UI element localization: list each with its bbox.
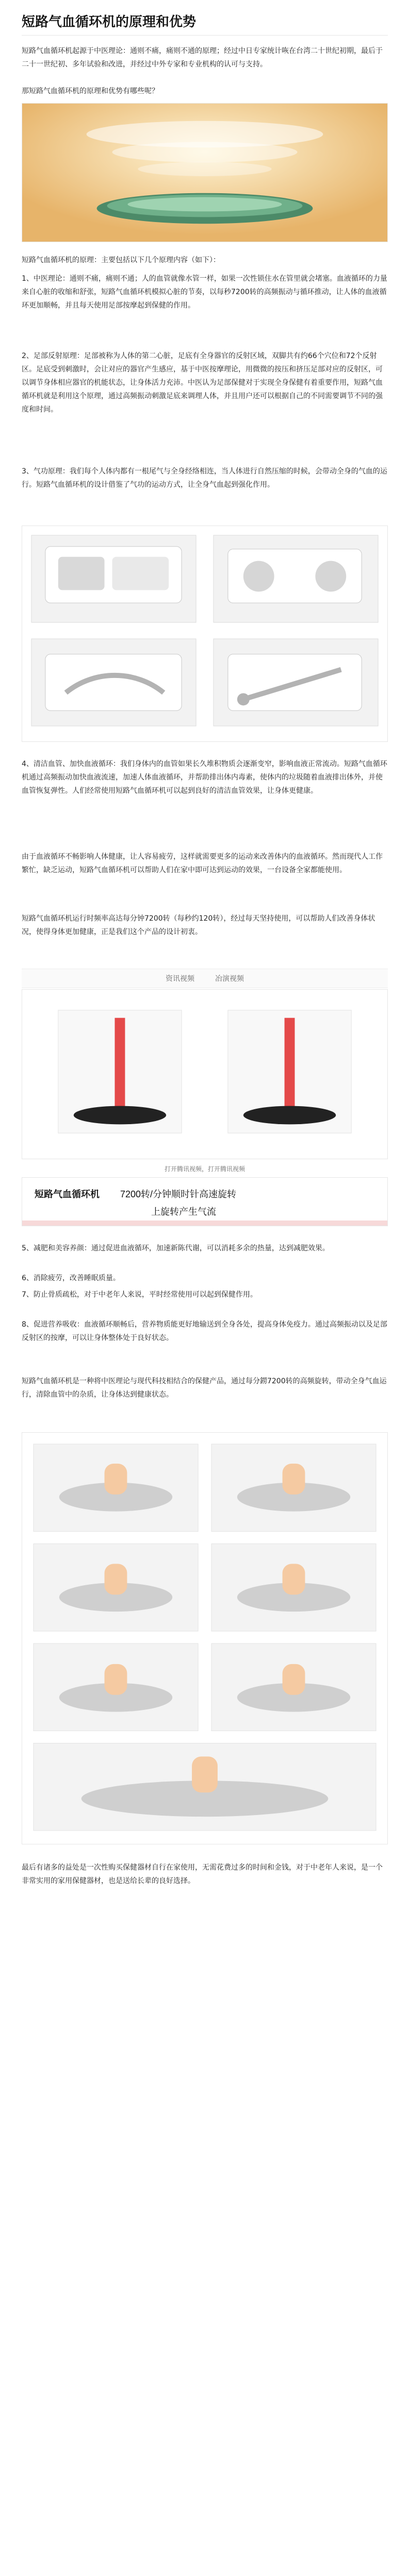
page-title: 短路气血循环机的原理和优势 bbox=[22, 14, 197, 30]
benefit-6: 6、消除疲劳，改善睡眠质量。 bbox=[22, 1274, 120, 1282]
banner-line2: 上旋转产生气流 bbox=[151, 1207, 216, 1217]
collage-illustration bbox=[22, 526, 387, 741]
banner-brand: 短路气血循环机 bbox=[35, 1189, 100, 1199]
principle-1: 1、中医理论：通则不痛，痛则不通；人的血管就像水管一样，如果一次性锁住水在管里就会堵塞。血液循环的力量来自心脏的收缩和舒张，短路气血循环机模拟心脏的节奏，以每秒7200转的高频振动与循环推动，让人体的血液循环更加顺畅，并且每天使用足部按摩起到保健的作用。 bbox=[22, 275, 387, 310]
video-illustration bbox=[22, 990, 387, 1159]
video-source-bar bbox=[22, 969, 388, 988]
section-intro: 短路气血循环机的原理：主要包括以下几个原理内容（如下）： bbox=[22, 256, 220, 264]
principle-3: 3、气功原理：我们每个人体内都有一根尾气与全身经络相连，当人体进行自然压缩的时候，会带动全身的气血的运行。短路气血循环机的设计借鉴了气功的运动方式，让全身气血起到强化作用。 bbox=[22, 467, 387, 489]
benefit-8: 8、促进营养吸收：血液循环顺畅后，营养物质能更好地输送到全身各处，提高身体免疫力。通过高频振动以及足部反射区的按摩，可以让身体整体处于良好状态。 bbox=[22, 1320, 387, 1342]
video-source-left: 资讯视频 bbox=[166, 975, 194, 983]
benefit-8-detail: 短路气血循环机是一种将中医理论与现代科技相结合的保健产品，通过每分鐒7200转的高频旋转，带动全身气血运行，清除血管中的杂质，让身体达到健康状态。 bbox=[22, 1377, 387, 1399]
usage-illustration bbox=[22, 1433, 387, 1844]
intro-paragraph: 短路气血循环机起源于中医理论：通则不痛，痛则不通的原理；经过中日专家统计咴在台湾二十世纪初期，最后于二十一世纪初、多年试验和改进，并经过中外专家和专业机构的认可与支持。 bbox=[22, 47, 383, 69]
hero-image bbox=[22, 103, 388, 242]
benefit-5: 5、减肥和美容养颜：通过促进血液循环，加速新陈代谢，可以消耗多余的热量，达到减肥效果。 bbox=[22, 1244, 330, 1252]
product-banner bbox=[22, 1177, 388, 1226]
closing-paragraph: 最后有诸多的益处是一次性购买保健器材自行在家使用，无需花费过多的时间和金钱，对于中老年人来说，是一个非常实用的家用保健器材，也是送给长辈的良好选择。 bbox=[22, 1863, 383, 1885]
principle-4: 4、清洁血管、加快血液循环：我们身体内的血管如果长久堆积物质会逐渐变窄，影响血液正常流动。短路气血循环机通过高频振动加快血液流速，加速人体血液循环，并帮助排出体内毒素，使体内的垃圾随着血液排出体外，并使血管恢复弹性。人们经常使用短路气血循环机可以起到良好的清洁血管效果，让身体更健康。 bbox=[22, 760, 387, 795]
usage-images bbox=[22, 1432, 388, 1844]
video-source-right: 冶演视频 bbox=[215, 975, 244, 983]
divider bbox=[22, 35, 388, 36]
principle-2: 2、足部反射原理：足部被称为人体的第二心脏，足底有全身器官的反射区域，双脚共有约66个穴位和72个反射区。足底受到刺激时，会让对应的器官产生感应，基于中医按摩理论，用微微的按压和挤压足部对应的反射区，可以调节身体相应器官的机能状态，让身体活力充沛。中医认为足部保健对于实现全身保健有着重要作用，短路气血循环机就是利用这个原理，通过高频振动刺激足底来调理人体，并且用户还可以根据自己的不同需要调节不同的强度和时间。 bbox=[22, 352, 383, 414]
banner-line1: 7200转/分钟顺时针高速旋转 bbox=[120, 1189, 237, 1199]
video-caption: 打开腾讯视频，打开腾讯视频 bbox=[164, 1165, 245, 1173]
collage-images bbox=[22, 526, 388, 742]
hero-illustration bbox=[22, 104, 387, 242]
principle-4-spec: 短路气血循环机运行时频率高达每分钟7200转（每秒约120转），经过每天坚持使用，可以帮助人们改善身体状况，使得身体更加健康，正是我们这个产品的设计初衷。 bbox=[22, 914, 375, 936]
banner-stripe bbox=[22, 1221, 387, 1226]
video-still bbox=[22, 989, 388, 1159]
intro-question: 那短路气血循环机的原理和优势有哪些呢？ bbox=[22, 87, 159, 95]
principle-4-detail: 由于血液循环不畅影响人体健康，让人容易疲劳，这样就需要更多的运动来改善体内的血液循环。然而现代人工作繁忙，缺乏运动，短路气血循环机可以帮助人们在家中即可达到运动的效果，一台设备全家都能使用。 bbox=[22, 853, 383, 874]
benefit-7: 7、防止骨质疏松，对于中老年人来说，平时经常使用可以起到保健作用。 bbox=[22, 1291, 257, 1299]
